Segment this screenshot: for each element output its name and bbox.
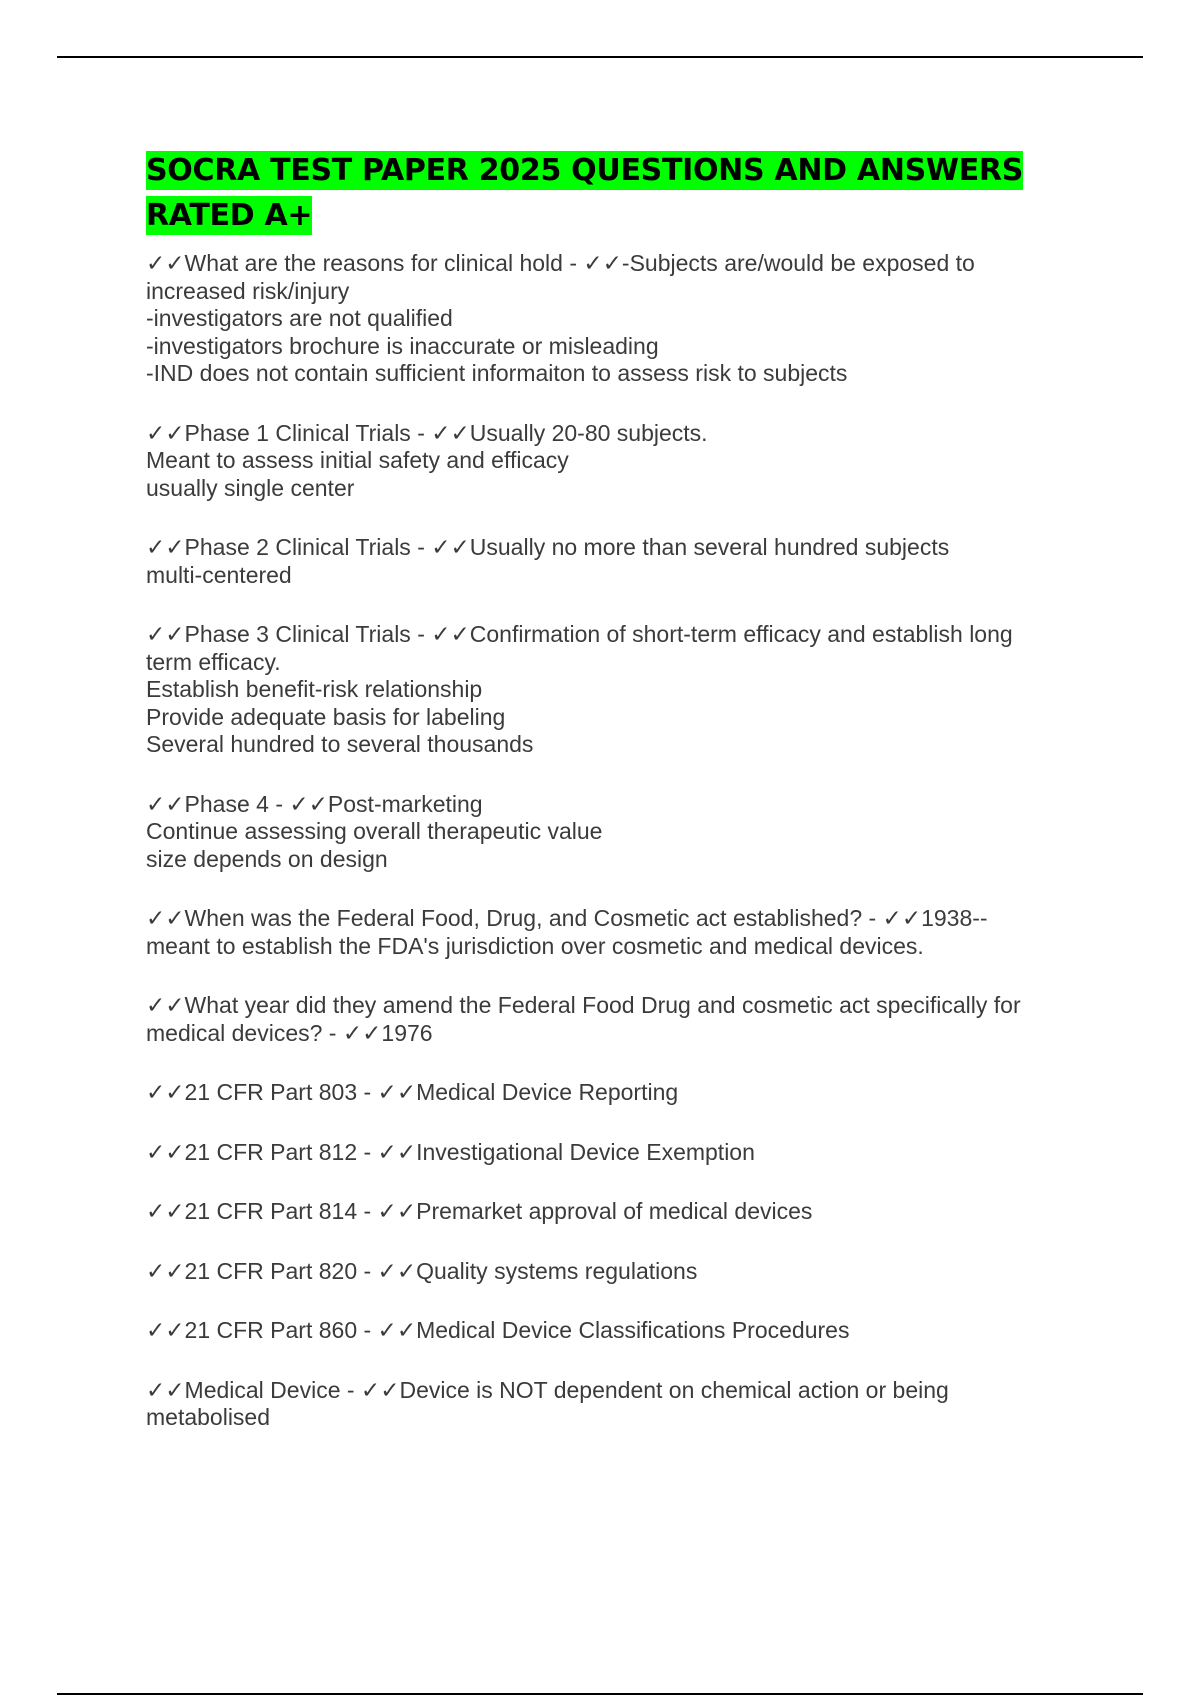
qa-question-line: ✓✓What year did they amend the Federal Food Drug and cosmetic act specifically for [146, 992, 1021, 1018]
qa-question-line: ✓✓Medical Device - ✓✓Device is NOT dependent on chemical action or being [146, 1376, 949, 1403]
qa-answer-line: metabolised [146, 1404, 271, 1430]
qa-question-line: ✓✓Phase 4 - ✓✓Post-marketing [146, 790, 483, 817]
qa-question-line: ✓✓21 CFR Part 803 - ✓✓Medical Device Reporting [146, 1079, 679, 1105]
qa-answer-line: -investigators brochure is inaccurate or misleading [146, 332, 659, 359]
qa-entry [146, 1079, 1106, 1107]
qa-entry [146, 250, 1106, 388]
qa-answer-line: usually single center [146, 474, 355, 501]
qa-answer-line: increased risk/injury [146, 277, 350, 304]
qa-answer-line: meant to establish the FDA's jurisdiction over cosmetic and medical devices. [146, 932, 924, 959]
qa-answer-line: size depends on design [146, 845, 388, 872]
qa-question-line: ✓✓Phase 1 Clinical Trials - ✓✓Usually 20-80 subjects. [146, 419, 708, 446]
qa-answer-line: term efficacy. [146, 648, 281, 675]
footer-rule [57, 1693, 1143, 1695]
qa-answer-line: Meant to assess initial safety and efficacy [146, 447, 569, 473]
qa-question-line: ✓✓Phase 3 Clinical Trials - ✓✓Confirmation of short-term efficacy and establish long [146, 621, 1013, 647]
qa-answer-line: -investigators are not qualified [146, 305, 453, 331]
qa-answer-line: medical devices? - ✓✓1976 [146, 1019, 433, 1046]
qa-question-line: ✓✓21 CFR Part 814 - ✓✓Premarket approval of medical devices [146, 1198, 813, 1224]
qa-question-line: ✓✓What are the reasons for clinical hold - ✓✓-Subjects are/would be exposed to [146, 250, 975, 276]
qa-answer-line: Continue assessing overall therapeutic value [146, 818, 603, 844]
qa-entry [146, 791, 1106, 874]
qa-entry [146, 621, 1106, 759]
qa-answer-line: -IND does not contain sufficient informaiton to assess risk to subjects [146, 360, 848, 386]
title-line-1: SOCRA TEST PAPER 2025 QUESTIONS AND ANSWERS [146, 153, 1024, 188]
qa-entry [146, 1258, 1106, 1286]
qa-entry [146, 1377, 1106, 1432]
qa-entry [146, 1198, 1106, 1226]
title-line-2: RATED A+ [146, 198, 313, 233]
qa-entry [146, 1139, 1106, 1167]
qa-entry [146, 534, 1106, 589]
qa-answer-line: multi-centered [146, 561, 292, 588]
qa-list [146, 250, 1106, 1432]
header-rule [57, 56, 1143, 58]
document-title [146, 148, 1106, 238]
qa-entry [146, 1317, 1106, 1345]
document-body [146, 148, 1106, 1464]
qa-question-line: ✓✓Phase 2 Clinical Trials - ✓✓Usually no more than several hundred subjects [146, 534, 950, 560]
qa-question-line: ✓✓When was the Federal Food, Drug, and Cosmetic act established? - ✓✓1938-- [146, 905, 988, 931]
qa-question-line: ✓✓21 CFR Part 820 - ✓✓Quality systems regulations [146, 1257, 698, 1284]
qa-answer-line: Provide adequate basis for labeling [146, 703, 506, 730]
qa-entry [146, 420, 1106, 503]
qa-question-line: ✓✓21 CFR Part 812 - ✓✓Investigational Device Exemption [146, 1138, 755, 1165]
qa-answer-line: Several hundred to several thousands [146, 731, 534, 757]
qa-entry [146, 905, 1106, 960]
qa-question-line: ✓✓21 CFR Part 860 - ✓✓Medical Device Classifications Procedures [146, 1317, 850, 1343]
qa-answer-line: Establish benefit-risk relationship [146, 676, 483, 702]
qa-entry [146, 992, 1106, 1047]
